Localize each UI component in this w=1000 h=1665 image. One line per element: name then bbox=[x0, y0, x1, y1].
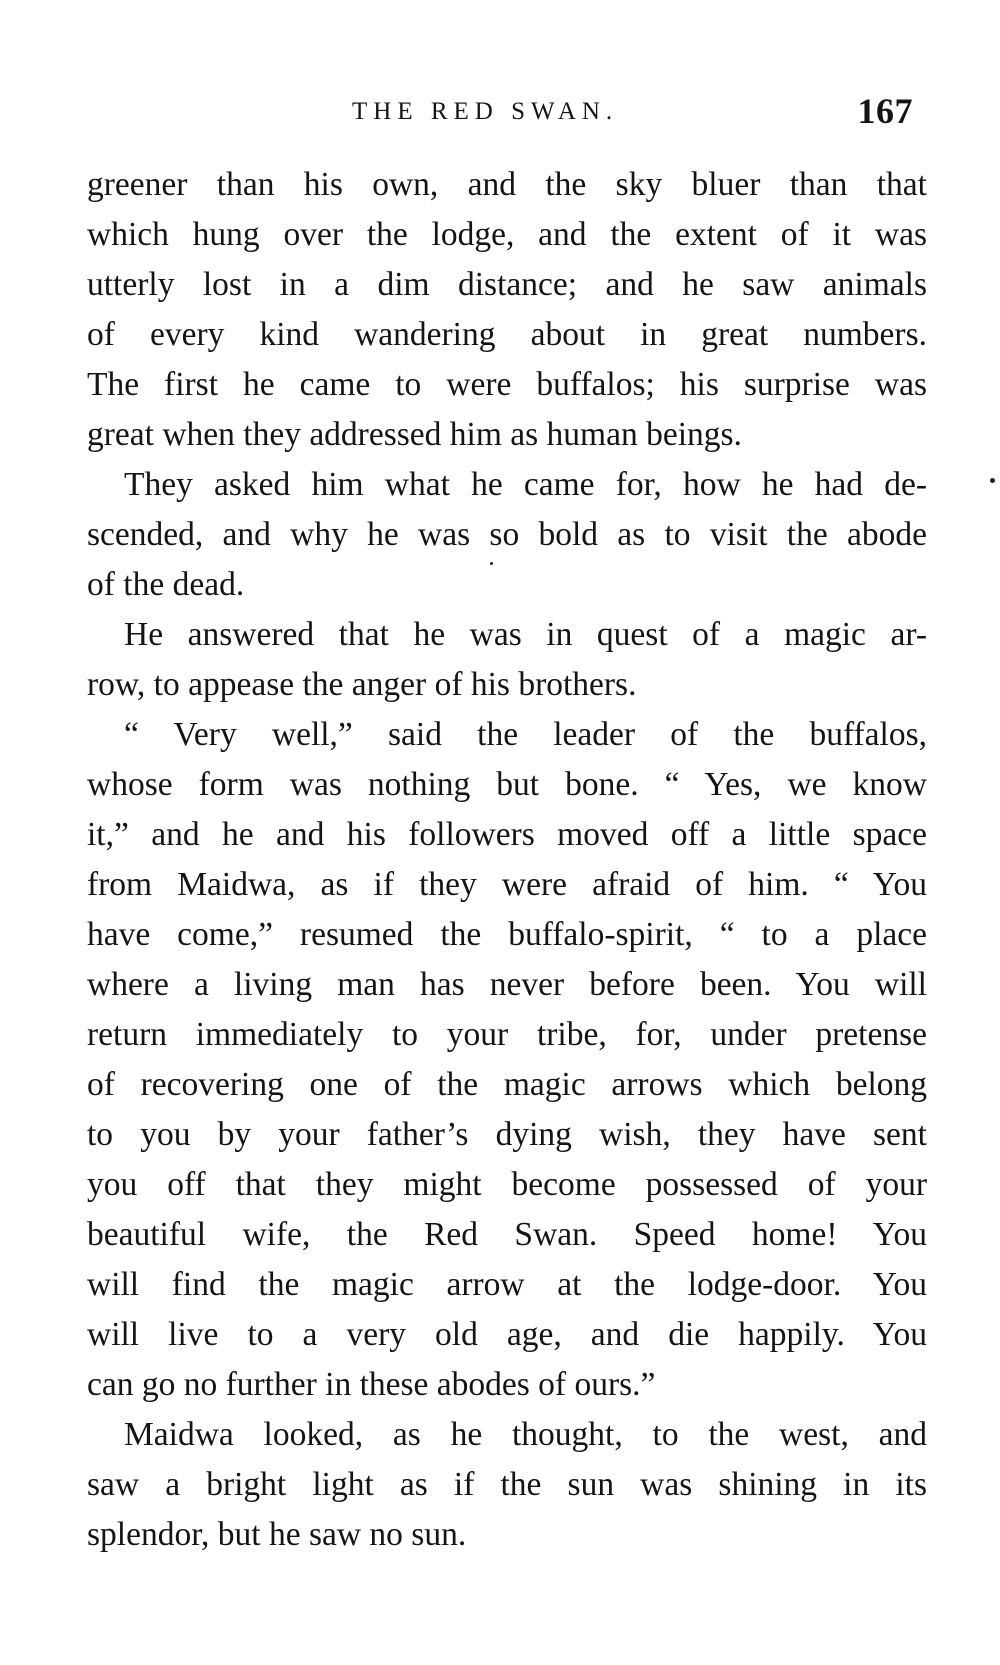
body-text bbox=[87, 160, 927, 1560]
text-line: will find the magic arrow at the lodge-door. You bbox=[87, 1266, 927, 1303]
text-line: utterly lost in a dim distance; and he saw animals bbox=[87, 266, 927, 303]
text-line: scended, and why he was so bold as to visit the abode bbox=[87, 516, 927, 553]
paragraph bbox=[87, 460, 927, 610]
text-line: whose form was nothing but bone. “ Yes, we know bbox=[87, 766, 927, 803]
text-line: which hung over the lodge, and the extent of it was bbox=[87, 216, 927, 253]
text-line: splendor, but he saw no sun. bbox=[87, 1516, 467, 1553]
running-header bbox=[0, 90, 1000, 140]
running-title: THE RED SWAN. bbox=[352, 98, 619, 125]
text-line: will live to a very old age, and die happily. You bbox=[87, 1316, 927, 1353]
text-line: have come,” resumed the buffalo-spirit, “ to a place bbox=[87, 916, 927, 953]
paragraph bbox=[87, 1410, 927, 1560]
text-line: greener than his own, and the sky bluer than that bbox=[87, 166, 927, 203]
paragraph bbox=[87, 610, 927, 710]
text-line: row, to appease the anger of his brothers. bbox=[87, 666, 637, 703]
text-line: beautiful wife, the Red Swan. Speed home! You bbox=[87, 1216, 927, 1253]
page-number: 167 bbox=[857, 91, 913, 131]
text-line: They asked him what he came for, how he had de- bbox=[124, 466, 927, 503]
text-line: The first he came to were buffalos; his surprise was bbox=[87, 366, 927, 403]
text-line: Maidwa looked, as he thought, to the west, and bbox=[124, 1416, 927, 1453]
text-line: He answered that he was in quest of a magic ar- bbox=[124, 616, 927, 653]
paragraph bbox=[87, 710, 927, 1410]
print-speck bbox=[990, 478, 995, 483]
text-line: it,” and he and his followers moved off a little space bbox=[87, 816, 927, 853]
text-line: return immediately to your tribe, for, under pretense bbox=[87, 1016, 927, 1053]
text-line: of the dead. bbox=[87, 566, 245, 603]
text-line: great when they addressed him as human beings. bbox=[87, 416, 742, 453]
text-line: can go no further in these abodes of ours.” bbox=[87, 1366, 656, 1403]
text-line: “ Very well,” said the leader of the buffalos, bbox=[124, 716, 927, 753]
text-line: of every kind wandering about in great numbers. bbox=[87, 316, 927, 353]
text-line: where a living man has never before been. You will bbox=[87, 966, 927, 1003]
text-line: you off that they might become possessed of your bbox=[87, 1166, 927, 1203]
text-line: saw a bright light as if the sun was shining in its bbox=[87, 1466, 927, 1503]
paragraph bbox=[87, 160, 927, 460]
text-line: from Maidwa, as if they were afraid of him. “ You bbox=[87, 866, 927, 903]
print-speck bbox=[490, 562, 493, 565]
text-line: to you by your father’s dying wish, they have sent bbox=[87, 1116, 927, 1153]
text-line: of recovering one of the magic arrows which belong bbox=[87, 1066, 927, 1103]
